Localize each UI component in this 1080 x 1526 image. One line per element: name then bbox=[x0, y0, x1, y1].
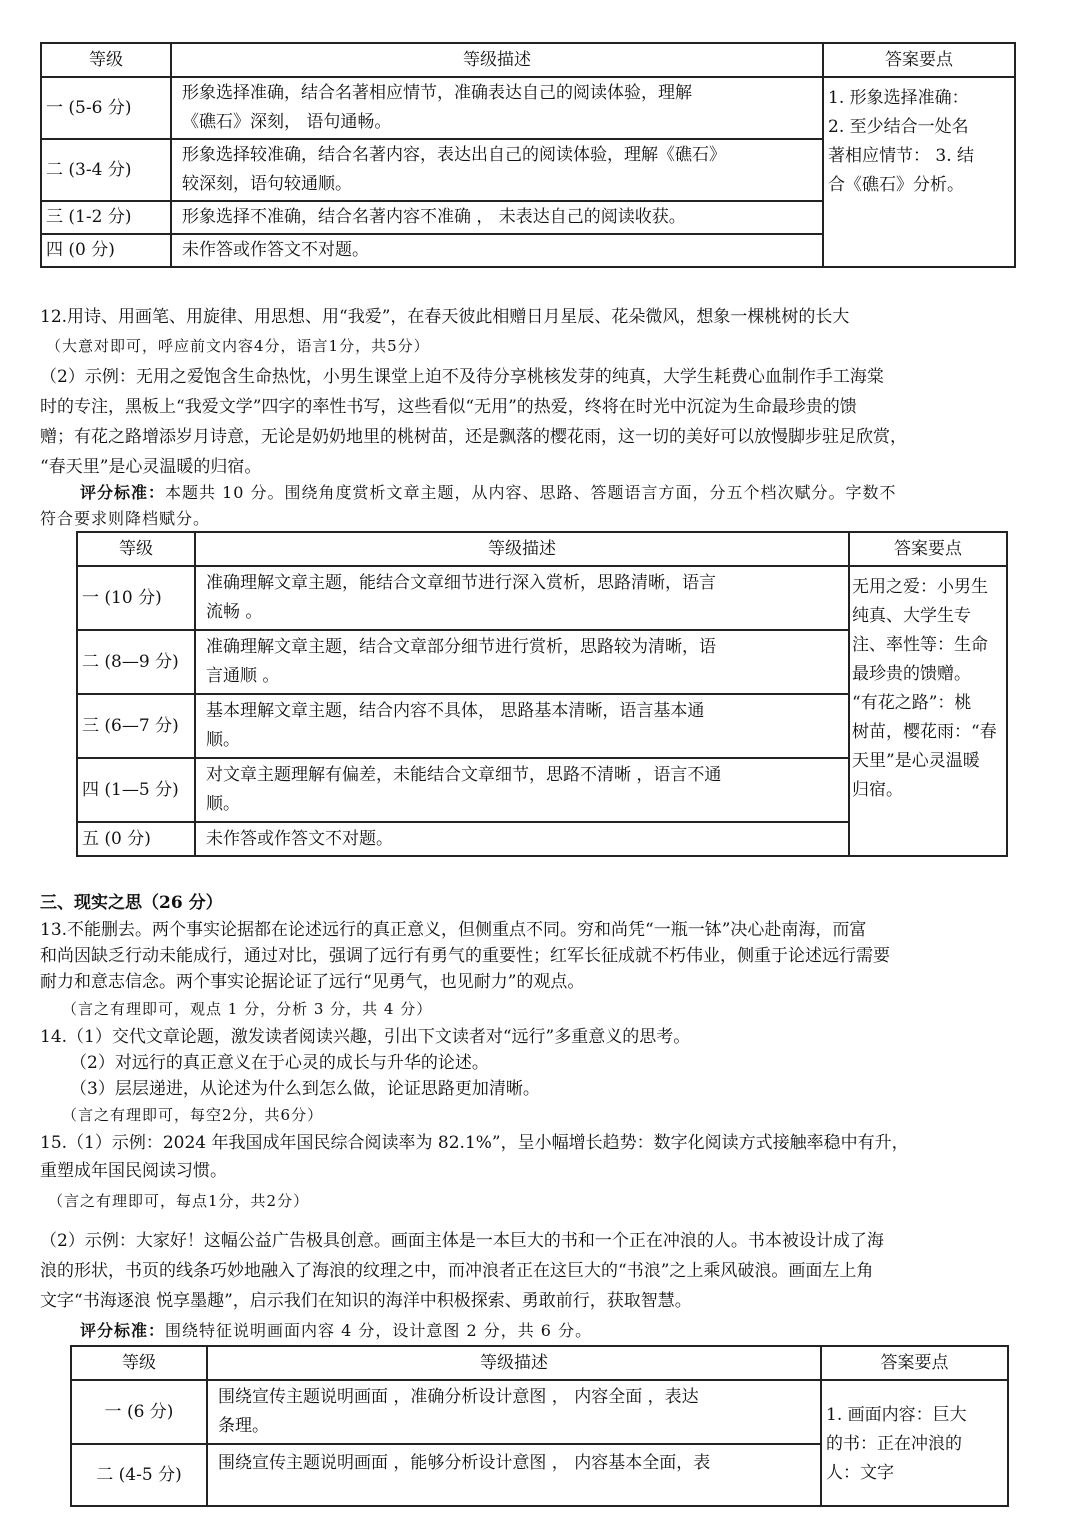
level-cell: 五 (0 分) bbox=[77, 822, 195, 856]
criteria-label: 评分标准： bbox=[80, 1321, 166, 1340]
q12-example-line: 时的专注，黑板上“我爱文学”四字的率性书写，这些看似“无用”的热爱，终将在时光中沉淀为生命最珍贵的馈 bbox=[40, 397, 857, 417]
q14-line: （2）对远行的真正意义在于心灵的成长与升华的论述。 bbox=[70, 1053, 489, 1073]
header-level: 等级 bbox=[41, 43, 171, 77]
q15-example-line: （2）示例：大家好！这幅公益广告极具创意。画面主体是一本巨大的书和一个正在冲浪的人。书本被设计成了海 bbox=[40, 1231, 884, 1251]
table-row bbox=[41, 77, 1015, 139]
level-cell: 一 (6 分) bbox=[71, 1380, 207, 1444]
level-cell: 一 (10 分) bbox=[77, 566, 195, 630]
level-cell: 二 (3-4 分) bbox=[41, 139, 171, 201]
description-cell: 基本理解文章主题，结合内容不具体， 思路基本清晰，语言基本通 顺。 bbox=[195, 694, 849, 758]
answer-points-cell: 无用之爱：小男生 纯真、大学生专 注、率性等：生命 最珍贵的馈赠。 “有花之路”：桃 树苗，樱花雨：“春 天里”是心灵温暖 归宿。 bbox=[849, 566, 1007, 856]
level-cell: 二 (8—9 分) bbox=[77, 630, 195, 694]
table-row bbox=[77, 566, 1007, 630]
q15-line: 15.（1）示例：2024 年我国成年国民综合阅读率为 82.1%”，呈小幅增长趋势：数字化阅读方式接触率稳中有升， bbox=[40, 1133, 909, 1153]
description-cell: 围绕宣传主题说明画面 ，准确分析设计意图 ， 内容全面 ，表达 条理。 bbox=[207, 1380, 821, 1444]
description-cell: 形象选择准确，结合名著相应情节，准确表达自己的阅读体验，理解 《礁石》深刻， 语句通畅。 bbox=[171, 77, 823, 139]
level-cell: 三 (1-2 分) bbox=[41, 201, 171, 234]
description-cell: 未作答或作答文不对题。 bbox=[171, 234, 823, 267]
q14-line: 14.（1）交代文章论题，激发读者阅读兴趣，引出下文读者对“远行”多重意义的思考。 bbox=[40, 1027, 691, 1047]
header-answer-points: 答案要点 bbox=[823, 43, 1015, 77]
section-heading: 三、现实之思（26 分） bbox=[40, 893, 223, 913]
answer-points-cell: 1. 画面内容：巨大 的书：正在冲浪的 人：文字 bbox=[821, 1380, 1008, 1506]
description-cell: 形象选择不准确，结合名著内容不准确 ， 未表达自己的阅读收获。 bbox=[171, 201, 823, 234]
q14-scoring-note: （言之有理即可，每空2分，共6分） bbox=[62, 1106, 324, 1124]
q12-criteria-cont: 符合要求则降档赋分。 bbox=[40, 509, 211, 528]
table-row bbox=[71, 1380, 1008, 1444]
table-header-row bbox=[41, 43, 1015, 77]
q14-line: （3）层层递进，从论述为什么到怎么做，论证思路更加清晰。 bbox=[70, 1079, 540, 1099]
rubric-table-3 bbox=[70, 1345, 1009, 1507]
q13-line: 13.不能删去。两个事实论据都在论述远行的真正意义，但侧重点不同。穷和尚凭“一瓶一钵”决心赴南海，而富 bbox=[40, 920, 867, 940]
header-description: 等级描述 bbox=[207, 1346, 821, 1380]
q13-scoring-note: （言之有理即可，观点 1 分，分析 3 分，共 4 分） bbox=[62, 1000, 433, 1018]
level-cell: 二 (4-5 分) bbox=[71, 1444, 207, 1506]
q15-example-line: 浪的形状，书页的线条巧妙地融入了海浪的纹理之中，而冲浪者正在这巨大的“书浪”之上乘风破浪。画面左上角 bbox=[40, 1261, 874, 1281]
q15-criteria: 评分标准：围绕特征说明画面内容 4 分，设计意图 2 分，共 6 分。 bbox=[80, 1321, 593, 1340]
header-description: 等级描述 bbox=[171, 43, 823, 77]
rubric-table-1 bbox=[40, 42, 1016, 268]
header-level: 等级 bbox=[77, 532, 195, 566]
q15-line: 重塑成年国民阅读习惯。 bbox=[40, 1161, 227, 1181]
description-cell: 形象选择较准确，结合名著内容，表达出自己的阅读体验，理解《礁石》 较深刻，语句较通顺。 bbox=[171, 139, 823, 201]
header-answer-points: 答案要点 bbox=[849, 532, 1007, 566]
description-cell: 未作答或作答文不对题。 bbox=[195, 822, 849, 856]
level-cell: 一 (5-6 分) bbox=[41, 77, 171, 139]
q12-example-line: “春天里”是心灵温暖的归宿。 bbox=[40, 457, 262, 477]
header-level: 等级 bbox=[71, 1346, 207, 1380]
q15-scoring-note: （言之有理即可，每点1分，共2分） bbox=[48, 1192, 310, 1210]
table-header-row bbox=[77, 532, 1007, 566]
q12-example-line: （2）示例：无用之爱饱含生命热忱，小男生课堂上迫不及待分享桃核发芽的纯真，大学生耗费心血制作手工海棠 bbox=[40, 367, 884, 387]
rubric-table-2 bbox=[76, 531, 1008, 857]
answer-points-cell: 1. 形象选择准确： 2. 至少结合一处名 著相应情节： 3. 结 合《礁石》分析。 bbox=[823, 77, 1015, 267]
table-header-row bbox=[71, 1346, 1008, 1380]
q13-line: 耐力和意志信念。两个事实论据论证了远行“见勇气，也见耐力”的观点。 bbox=[40, 972, 585, 992]
level-cell: 四 (1—5 分) bbox=[77, 758, 195, 822]
description-cell: 围绕宣传主题说明画面 ，能够分析设计意图 ， 内容基本全面，表 bbox=[207, 1444, 821, 1506]
q12-criteria: 评分标准：本题共 10 分。围绕角度赏析文章主题，从内容、思路、答题语言方面，分五个档次赋分。字数不 bbox=[80, 483, 897, 502]
description-cell: 准确理解文章主题，结合文章部分细节进行赏析，思路较为清晰，语 言通顺 。 bbox=[195, 630, 849, 694]
header-description: 等级描述 bbox=[195, 532, 849, 566]
description-cell: 对文章主题理解有偏差，未能结合文章细节，思路不清晰 ，语言不通 顺。 bbox=[195, 758, 849, 822]
criteria-label: 评分标准： bbox=[80, 483, 166, 502]
q15-example-line: 文字“书海逐浪 悦享墨趣”，启示我们在知识的海洋中积极探索、勇敢前行，获取智慧。 bbox=[40, 1291, 692, 1311]
level-cell: 四 (0 分) bbox=[41, 234, 171, 267]
q12-scoring-note: （大意对即可，呼应前文内容4分，语言1分，共5分） bbox=[46, 337, 430, 355]
q13-line: 和尚因缺乏行动未能成行，通过对比，强调了远行有勇气的重要性；红军长征成就不朽伟业，侧重于论述远行需要 bbox=[40, 946, 890, 966]
description-cell: 准确理解文章主题，能结合文章细节进行深入赏析，思路清晰，语言 流畅 。 bbox=[195, 566, 849, 630]
level-cell: 三 (6—7 分) bbox=[77, 694, 195, 758]
q12-example-line: 赠；有花之路增添岁月诗意，无论是奶奶地里的桃树苗，还是飘落的樱花雨，这一切的美好可以放慢脚步驻足欣赏， bbox=[40, 427, 907, 447]
q12-line: 12.用诗、用画笔、用旋律、用思想、用“我爱”，在春天彼此相赠日月星辰、花朵微风，想象一棵桃树的长大 bbox=[40, 307, 850, 327]
header-answer-points: 答案要点 bbox=[821, 1346, 1008, 1380]
